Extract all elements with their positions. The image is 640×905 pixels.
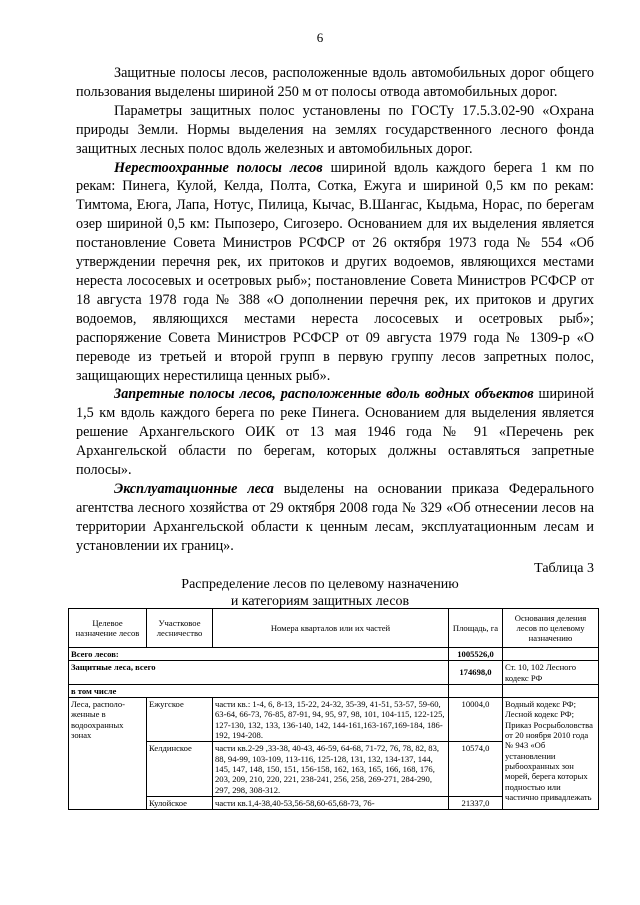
table-header-row (69, 609, 599, 648)
paragraph (76, 64, 594, 102)
protective-label: Защитные леса, всего (69, 661, 449, 685)
area-cell: 10574,0 (449, 742, 503, 796)
forestry-cell: Ежугское (147, 698, 213, 742)
paragraph (76, 385, 594, 480)
table-row (69, 661, 599, 685)
column-header: Номера кварталов или их частей (213, 609, 449, 648)
quarters-cell: части кв.1,4-38,40-53,56-58,60-65,68-73, 76- (213, 796, 449, 809)
paragraph (76, 480, 594, 556)
area-cell: 10004,0 (449, 698, 503, 742)
table-row (69, 698, 599, 742)
paragraph-text: Параметры защитных полос установлены по ГОСТу 17.5.3.02-90 «Охрана природы Земли. Нормы выделения на землях государственного лесного фонда защитных лесных полос вдоль железных и автомобильных дорог. (76, 102, 594, 157)
forest-distribution-table (68, 608, 599, 810)
paragraph-lead: Эксплуатационные леса (114, 480, 274, 497)
paragraph (76, 159, 594, 386)
table-title-line: и категориям защитных лесов (230, 594, 410, 609)
protective-basis: Ст. 10, 102 Лесного кодекс РФ (503, 661, 599, 685)
category-cell: Леса, располо-женные в водоохранных зонах (69, 698, 147, 810)
empty-cell (449, 684, 503, 697)
including-label: в том числе (69, 684, 449, 697)
column-header: Целевое назначение лесов (69, 609, 147, 648)
area-cell: 21337,0 (449, 796, 503, 809)
column-header: Основания деления лесов по целевому назначению (503, 609, 599, 648)
paragraph-lead: Запретные полосы лесов, расположенные вдоль водных объектов (114, 386, 534, 403)
table-label: Таблица 3 (534, 561, 594, 576)
empty-cell (503, 648, 599, 661)
table-title-line: Распределение лесов по целевому назначению (181, 577, 459, 592)
forestry-cell: Кулойское (147, 796, 213, 809)
paragraph-text: выделены на основании приказа Федерального агентства лесного хозяйства от 29 октября 2008 года № 329 «Об отнесении лесов на территории Архангельской области к ценным лесам, эксплуатационным лесам и установлении их границ». (76, 480, 594, 554)
table-title (0, 576, 640, 610)
body-text (76, 64, 594, 556)
quarters-cell: части кв.2-29 ,33-38, 40-43, 46-59, 64-68, 71-72, 76, 78, 82, 83, 88, 94-99, 103-109, 113-116, 125-128, 131, 132, 134-137, 144, 145, 147, 148, 150, 151, 156-158, 162, 163, 165, 166, 168, 176, 203, 209, 210, 220, 221, 238-241, 256, 258, 269-271, 284-290, 297, 298, 308-312. (213, 742, 449, 796)
table-row (69, 684, 599, 697)
column-header: Участковое лесничество (147, 609, 213, 648)
paragraph-text: шириной вдоль каждого берега 1 км по рекам: Пинега, Кулой, Келда, Полта, Сотка, Ежуга и шириной 0,5 км по рекам: Тимтома, Еюга, Лапа, Нотус, Пилица, Кычас, В.Шангас, Кыдьма, Норас, по берегам озер шириной 0,5 км: Пыпозеро, Сигозеро. Основанием для их выделения является постановление Совета Министров РСФСР от 26 октября 1973 года № 554 «Об утверждении перечня рек, их притоков и других водоемов, являющихся местами нереста лососевых и осетровых рыб»; постановление Совета Министров РСФСР от 18 августа 1978 года № 388 «О дополнении перечня рек, их притоков и других водоемов, являющихся местами нереста лососевых и осетровых рыб»; распоряжение Совета Министров РСФСР от 09 августа 1979 года № 1309-р «О переводе из третьей и второй групп в первую группу лесов запретных полос, защищающих нерестилища ценных рыб». (76, 159, 594, 384)
paragraph-lead: Нерестоохранные полосы лесов (114, 159, 323, 176)
empty-cell (503, 684, 599, 697)
column-header: Площадь, га (449, 609, 503, 648)
quarters-cell: части кв.: 1-4, 6, 8-13, 15-22, 24-32, 35-39, 41-51, 53-57, 59-60, 63-64, 66-73, 76-85, 87-91, 94, 95, 97, 98, 101, 104-115, 122-125, 127-130, 132, 133, 136-140, 142, 144-161,163-167,169-184, 186-192, 194-208. (213, 698, 449, 742)
paragraph (76, 102, 594, 159)
forestry-cell: Келдинское (147, 742, 213, 796)
paragraph-text: шириной 1,5 км вдоль каждого берега по реке Пинега. Основанием для выделения является решение Архангельского ОИК от 13 мая 1946 года № 91 «Перечень рек Архангельской области по берегам, которых должны оставляться запретные полосы». (76, 386, 594, 479)
basis-cell: Водный кодекс РФ; Лесной кодекс РФ; Приказ Росрыболовства от 20 ноября 2010 года № 943 «Об установлении рыбоохранных зон морей, берега которых подностью или частично привадлежать (503, 698, 599, 810)
page-number: 6 (316, 30, 324, 45)
total-label: Всего лесов: (69, 648, 449, 661)
total-area: 1005526,0 (449, 648, 503, 661)
table-row (69, 648, 599, 661)
paragraph-text: Защитные полосы лесов, расположенные вдоль автомобильных дорог общего пользования выделены шириной 250 м от полосы отвода автомобильных дорог. (76, 65, 594, 100)
protective-area: 174698,0 (449, 661, 503, 685)
